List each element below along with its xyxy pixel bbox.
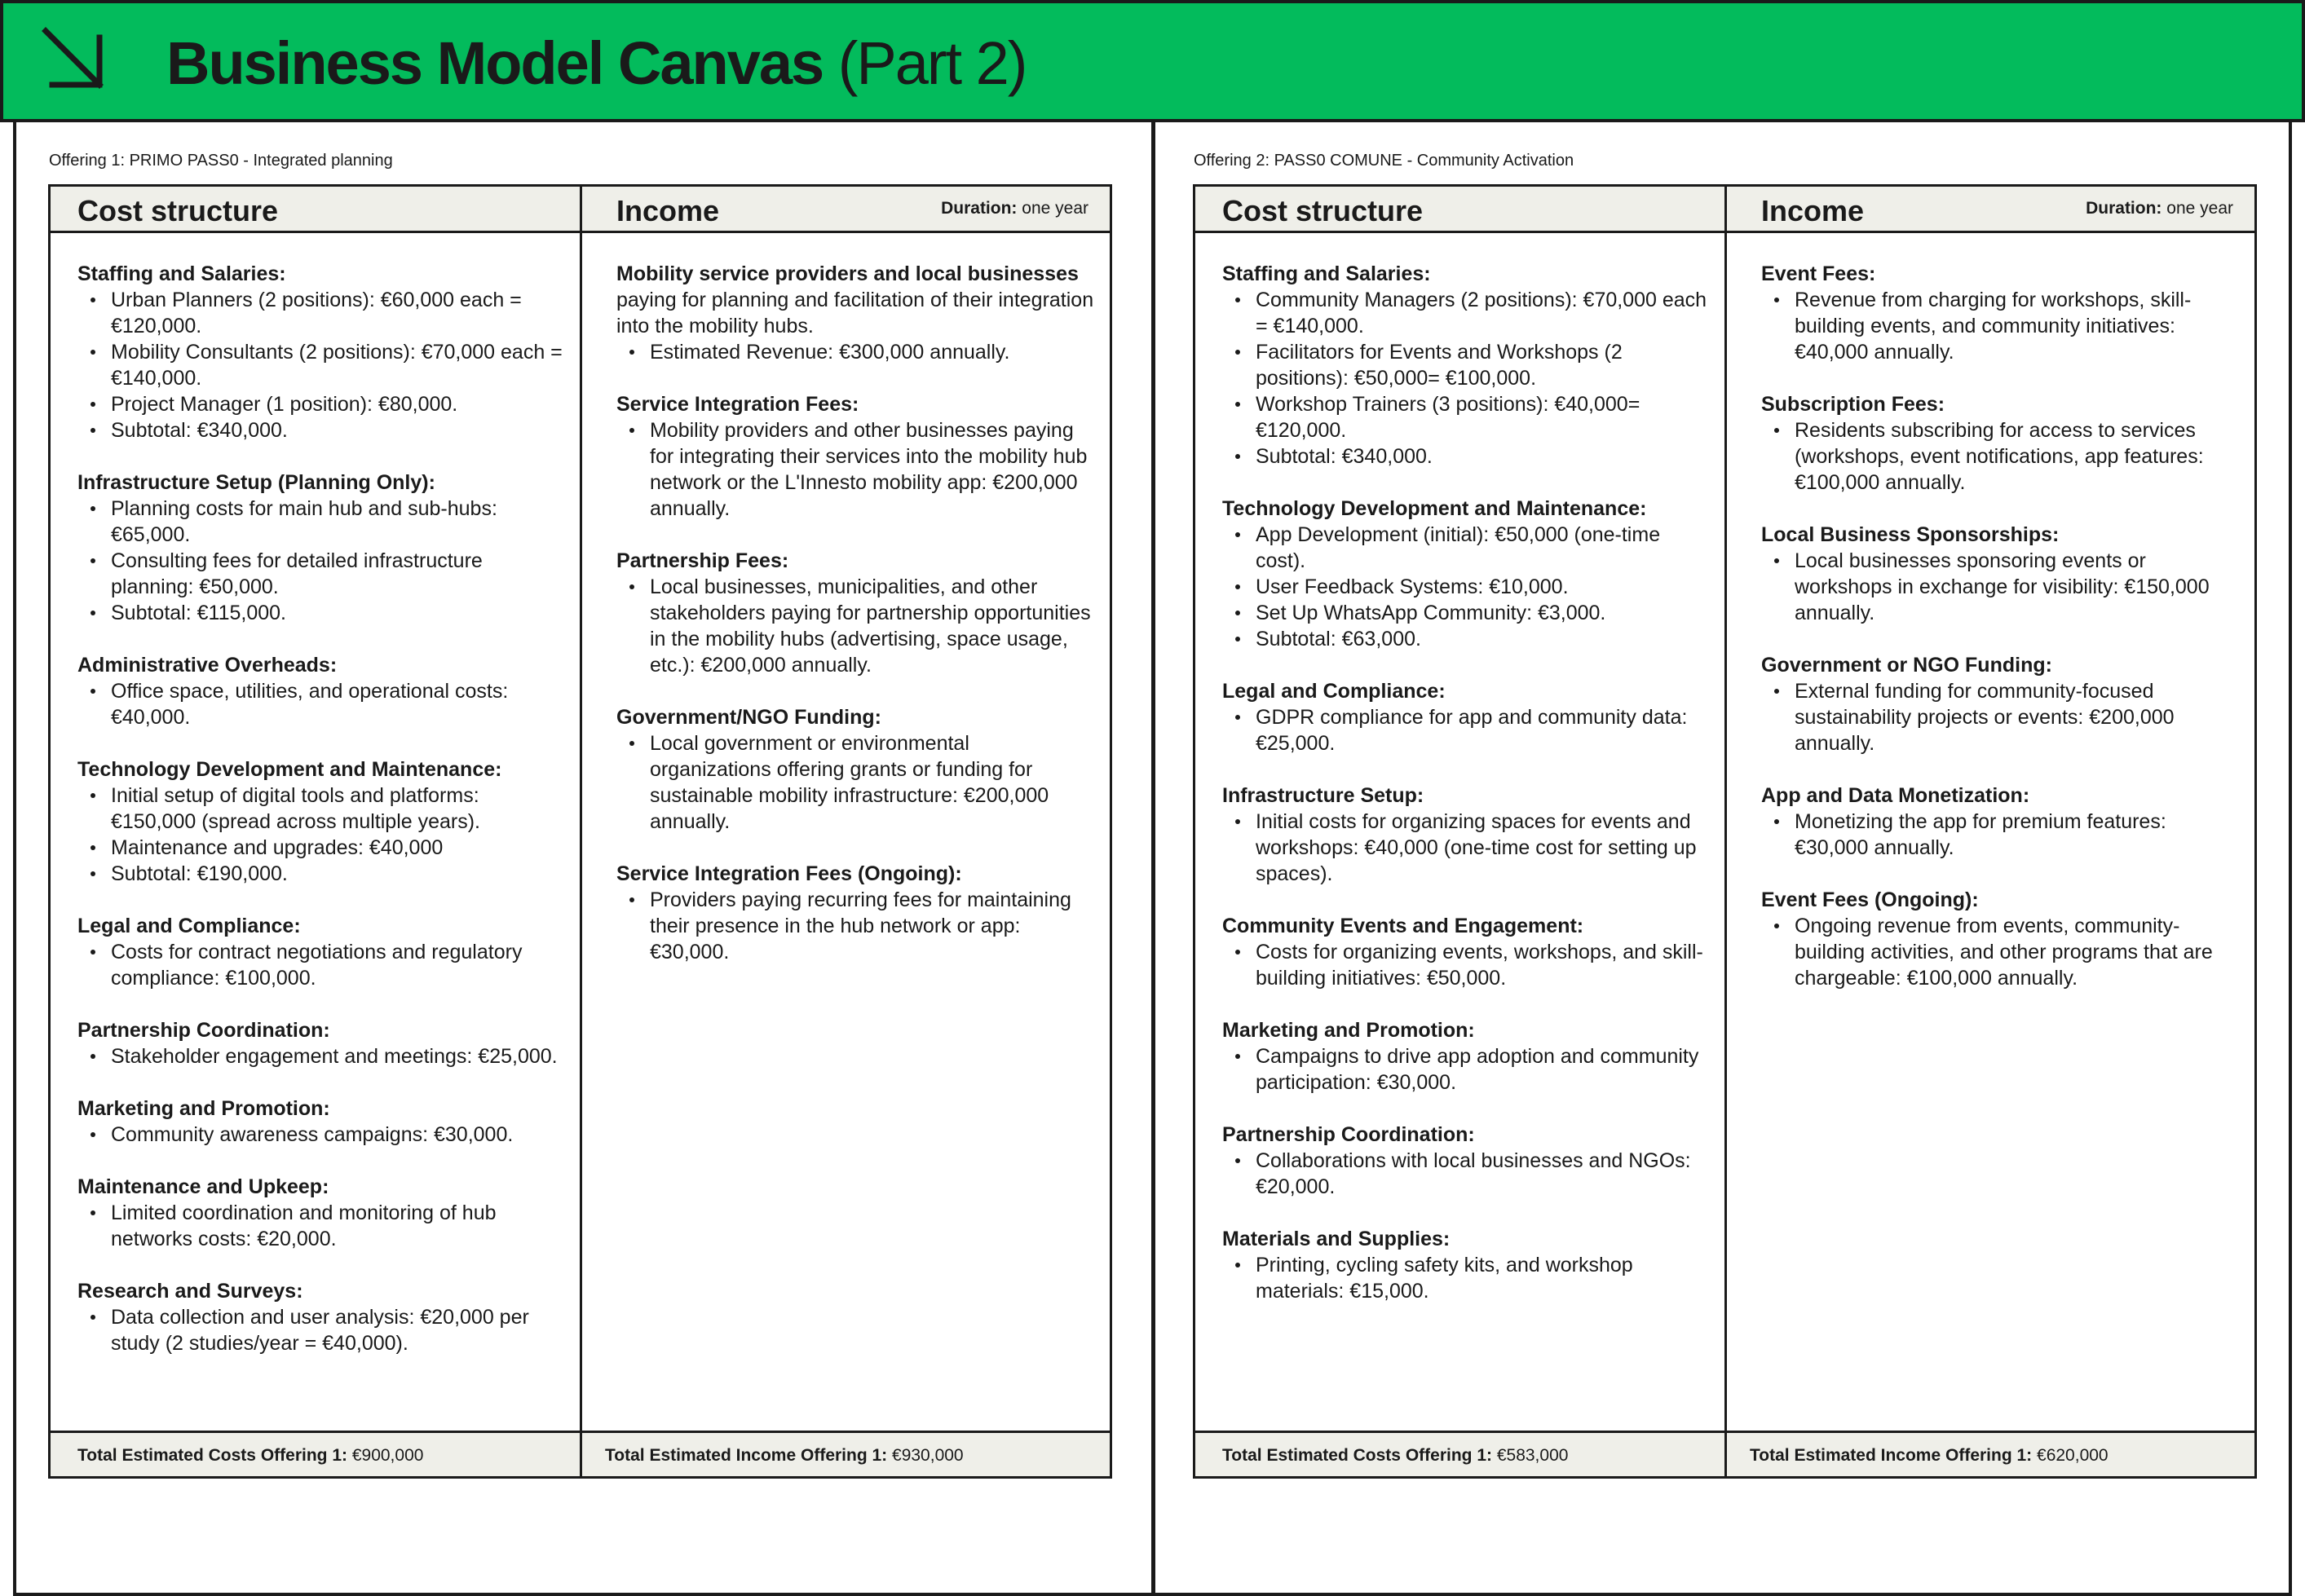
list-item: Planning costs for main hub and sub-hubs: €65,000. <box>77 496 565 548</box>
list-item: Consulting fees for detailed infrastructure planning: €50,000. <box>77 548 565 600</box>
section-title: Partnership Coordination: <box>77 1019 330 1042</box>
section <box>77 261 565 443</box>
section <box>1761 261 2240 365</box>
list-item: Community Managers (2 positions): €70,000 each = €140,000. <box>1222 287 1710 339</box>
list-item: Set Up WhatsApp Community: €3,000. <box>1222 600 1710 626</box>
list-item: External funding for community-focused sustainability projects or events: €200,000 annually. <box>1761 678 2240 756</box>
bullet-list <box>77 287 565 443</box>
bullet-list <box>1222 287 1710 470</box>
list-item: Local businesses, municipalities, and other stakeholders paying for partnership opportunities in the mobility hubs (advertising, space usage, etc.): €200,000 annually. <box>616 574 1095 678</box>
list-item: Facilitators for Events and Workshops (2 positions): €50,000= €100,000. <box>1222 339 1710 391</box>
cost-total <box>1222 1445 1568 1466</box>
income-header <box>582 187 1110 233</box>
list-item: Local businesses sponsoring events or workshops in exchange for visibility: €150,000 annually. <box>1761 548 2240 626</box>
section-title: Infrastructure Setup: <box>1222 784 1424 807</box>
section-title: Event Fees: <box>1761 262 1876 285</box>
list-item: Local government or environmental organizations offering grants or funding for sustainable mobility infrastructure: €200,000 annually. <box>616 730 1095 835</box>
list-item: Urban Planners (2 positions): €60,000 each = €120,000. <box>77 287 565 339</box>
list-item: Revenue from charging for workshops, skill-building events, and community initiatives: €40,000 annually. <box>1761 287 2240 365</box>
section <box>1761 652 2240 756</box>
section-title: Research and Surveys: <box>77 1280 303 1303</box>
bullet-list <box>1761 809 2240 861</box>
section <box>616 704 1095 835</box>
bullet-list <box>77 678 565 730</box>
bullet-list <box>616 887 1095 965</box>
list-item: Subtotal: €63,000. <box>1222 626 1710 652</box>
section <box>1222 783 1710 887</box>
offering-2-label: Offering 2: PASS0 COMUNE - Community Activation <box>1194 152 1574 170</box>
section <box>1761 887 2240 991</box>
list-item: Community awareness campaigns: €30,000. <box>77 1122 565 1148</box>
income-column <box>1727 187 2254 1476</box>
offering-1-label: Offering 1: PRIMO PASS0 - Integrated planning <box>49 152 393 170</box>
offering-divider <box>1151 119 1155 1596</box>
section-title: Infrastructure Setup (Planning Only): <box>77 471 435 494</box>
income-total-footer <box>582 1431 1110 1476</box>
cost-structure-column <box>51 187 582 1476</box>
income-title: Income <box>1761 194 1865 227</box>
cost-structure-body <box>77 261 565 1382</box>
income-body <box>1761 261 2240 1017</box>
section-title: Legal and Compliance: <box>77 915 301 937</box>
section-title: Mobility service providers and local businesses <box>616 262 1079 285</box>
bullet-list <box>616 417 1095 522</box>
section-intro: paying for planning and facilitation of their integration into the mobility hubs. <box>616 289 1094 337</box>
duration <box>2086 198 2233 219</box>
list-item: Subtotal: €115,000. <box>77 600 565 626</box>
list-item: Subtotal: €340,000. <box>77 417 565 443</box>
section-title: Staffing and Salaries: <box>1222 262 1431 285</box>
bullet-list <box>77 783 565 887</box>
page-title-main: Business Model Canvas <box>166 29 824 97</box>
section-title: Partnership Fees: <box>616 549 789 572</box>
section <box>77 1017 565 1069</box>
section <box>1222 1226 1710 1304</box>
cost-structure-body <box>1222 261 1710 1330</box>
section <box>1222 678 1710 756</box>
section <box>1222 913 1710 991</box>
section <box>1222 1122 1710 1200</box>
list-item: App Development (initial): €50,000 (one-time cost). <box>1222 522 1710 574</box>
section-title: Technology Development and Maintenance: <box>1222 497 1647 520</box>
cost-total-value: €900,000 <box>351 1446 424 1465</box>
bullet-list <box>616 574 1095 678</box>
income-total-value: €620,000 <box>2037 1446 2109 1465</box>
income-header <box>1727 187 2254 233</box>
section-title: Government or NGO Funding: <box>1761 654 2052 677</box>
list-item: GDPR compliance for app and community data: €25,000. <box>1222 704 1710 756</box>
section-title: Materials and Supplies: <box>1222 1228 1451 1250</box>
offering-1-canvas <box>48 184 1112 1479</box>
section <box>77 470 565 626</box>
section-title: Legal and Compliance: <box>1222 680 1446 703</box>
bullet-list <box>1222 1148 1710 1200</box>
list-item: Costs for organizing events, workshops, and skill-building initiatives: €50,000. <box>1222 939 1710 991</box>
duration-label: Duration: <box>2086 199 2162 218</box>
section <box>616 261 1095 365</box>
section <box>1761 391 2240 496</box>
bullet-list <box>1222 1043 1710 1096</box>
income-column <box>582 187 1110 1476</box>
section <box>616 548 1095 678</box>
bullet-list <box>1761 417 2240 496</box>
bullet-list <box>77 939 565 991</box>
cost-structure-title: Cost structure <box>77 194 279 227</box>
bullet-list <box>1222 704 1710 756</box>
section-title: Partnership Coordination: <box>1222 1123 1475 1146</box>
section <box>77 1278 565 1356</box>
bullet-list <box>616 339 1095 365</box>
section-title: Staffing and Salaries: <box>77 262 286 285</box>
list-item: User Feedback Systems: €10,000. <box>1222 574 1710 600</box>
cost-total-label: Total Estimated Costs Offering 1: <box>77 1446 347 1465</box>
list-item: Limited coordination and monitoring of hub networks costs: €20,000. <box>77 1200 565 1252</box>
bullet-list <box>1761 678 2240 756</box>
duration-label: Duration: <box>941 199 1018 218</box>
income-total-value: €930,000 <box>892 1446 964 1465</box>
bullet-list <box>1222 522 1710 652</box>
section-title: Marketing and Promotion: <box>1222 1019 1475 1042</box>
section <box>77 913 565 991</box>
section-title: Service Integration Fees: <box>616 393 859 416</box>
section <box>1761 522 2240 626</box>
section-title: Service Integration Fees (Ongoing): <box>616 862 962 885</box>
page-header <box>0 0 2305 122</box>
section <box>77 1174 565 1252</box>
bullet-list <box>1761 913 2240 991</box>
income-total <box>605 1445 964 1466</box>
duration-value: one year <box>2166 199 2233 218</box>
list-item: Data collection and user analysis: €20,000 per study (2 studies/year = €40,000). <box>77 1304 565 1356</box>
list-item: Maintenance and upgrades: €40,000 <box>77 835 565 861</box>
bullet-list <box>77 1200 565 1252</box>
list-item: Providers paying recurring fees for maintaining their presence in the hub network or app: €30,000. <box>616 887 1095 965</box>
section <box>1222 1017 1710 1096</box>
list-item: Office space, utilities, and operational costs: €40,000. <box>77 678 565 730</box>
cost-total-footer <box>1195 1431 1724 1476</box>
income-total-footer <box>1727 1431 2254 1476</box>
section <box>1761 783 2240 861</box>
list-item: Mobility Consultants (2 positions): €70,000 each = €140,000. <box>77 339 565 391</box>
duration-value: one year <box>1022 199 1088 218</box>
bullet-list <box>1222 939 1710 991</box>
income-title: Income <box>616 194 720 227</box>
list-item: Subtotal: €340,000. <box>1222 443 1710 470</box>
cost-structure-header <box>1195 187 1724 233</box>
list-item: Residents subscribing for access to services (workshops, event notifications, app features: €100,000 annually. <box>1761 417 2240 496</box>
section-title: Event Fees (Ongoing): <box>1761 888 1979 911</box>
list-item: Costs for contract negotiations and regulatory compliance: €100,000. <box>77 939 565 991</box>
cost-total-footer <box>51 1431 580 1476</box>
section-title: Local Business Sponsorships: <box>1761 523 2060 546</box>
list-item: Initial costs for organizing spaces for events and workshops: €40,000 (one-time cost for setting up spaces). <box>1222 809 1710 887</box>
cost-structure-title: Cost structure <box>1222 194 1424 227</box>
income-total-label: Total Estimated Income Offering 1: <box>605 1446 888 1465</box>
list-item: Campaigns to drive app adoption and community participation: €30,000. <box>1222 1043 1710 1096</box>
list-item: Printing, cycling safety kits, and workshop materials: €15,000. <box>1222 1252 1710 1304</box>
page-title-part: (Part 2) <box>837 29 1027 97</box>
section <box>1222 261 1710 470</box>
section <box>77 1096 565 1148</box>
bullet-list <box>77 1304 565 1356</box>
section <box>1222 496 1710 652</box>
section <box>77 652 565 730</box>
section-title: Marketing and Promotion: <box>77 1097 330 1120</box>
section-title: Maintenance and Upkeep: <box>77 1175 329 1198</box>
income-body <box>616 261 1095 991</box>
bullet-list <box>1222 1252 1710 1304</box>
cost-total-value: €583,000 <box>1496 1446 1569 1465</box>
list-item: Estimated Revenue: €300,000 annually. <box>616 339 1095 365</box>
list-item: Workshop Trainers (3 positions): €40,000= €120,000. <box>1222 391 1710 443</box>
bullet-list <box>77 1043 565 1069</box>
list-item: Subtotal: €190,000. <box>77 861 565 887</box>
income-total-label: Total Estimated Income Offering 1: <box>1750 1446 2033 1465</box>
section-title: Subscription Fees: <box>1761 393 1945 416</box>
list-item: Initial setup of digital tools and platforms: €150,000 (spread across multiple years). <box>77 783 565 835</box>
section-title: Government/NGO Funding: <box>616 706 881 729</box>
cost-structure-column <box>1195 187 1727 1476</box>
section-title: Technology Development and Maintenance: <box>77 758 502 781</box>
bullet-list <box>616 730 1095 835</box>
income-total <box>1750 1445 2109 1466</box>
list-item: Ongoing revenue from events, community-building activities, and other programs that are chargeable: €100,000 annually. <box>1761 913 2240 991</box>
duration <box>941 198 1088 219</box>
list-item: Stakeholder engagement and meetings: €25,000. <box>77 1043 565 1069</box>
section-title: Administrative Overheads: <box>77 654 338 677</box>
bullet-list <box>1222 809 1710 887</box>
offering-2-canvas <box>1193 184 2257 1479</box>
page-title <box>166 23 1026 104</box>
section-title: App and Data Monetization: <box>1761 784 2030 807</box>
cost-structure-header <box>51 187 580 233</box>
list-item: Mobility providers and other businesses paying for integrating their services into the mobility hub network or the L'Innesto mobility app: €200,000 annually. <box>616 417 1095 522</box>
cost-total-label: Total Estimated Costs Offering 1: <box>1222 1446 1492 1465</box>
cost-total <box>77 1445 423 1466</box>
section <box>616 861 1095 965</box>
bullet-list <box>77 1122 565 1148</box>
bullet-list <box>77 496 565 626</box>
list-item: Monetizing the app for premium features: €30,000 annually. <box>1761 809 2240 861</box>
section-title: Community Events and Engagement: <box>1222 915 1584 937</box>
arrow-down-right-icon <box>39 24 108 93</box>
bullet-list <box>1761 548 2240 626</box>
list-item: Collaborations with local businesses and NGOs: €20,000. <box>1222 1148 1710 1200</box>
section <box>616 391 1095 522</box>
list-item: Project Manager (1 position): €80,000. <box>77 391 565 417</box>
section <box>77 756 565 887</box>
bullet-list <box>1761 287 2240 365</box>
